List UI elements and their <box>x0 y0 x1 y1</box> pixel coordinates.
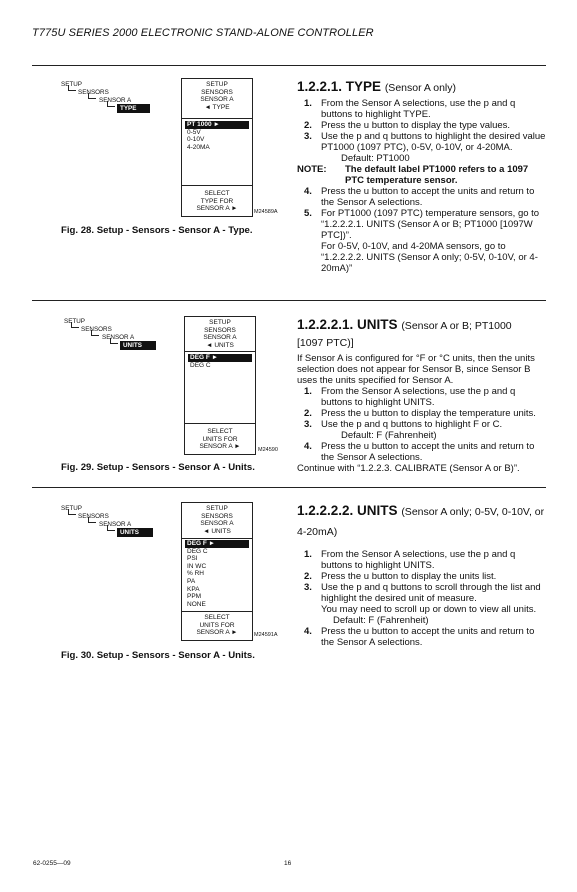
section-heading: 1.2.2.2.1. UNITS (Sensor A or B; PT1000 [1097 PTC)] <box>297 317 512 349</box>
section-heading: 1.2.2.2.2. UNITS (Sensor A only; 0-5V, 0-10V, or 4-20mA) <box>297 503 545 538</box>
step-item: 1. From the Sensor A selections, use the p and q buttons to highlight UNITS. <box>304 386 516 408</box>
section-heading: 1.2.2.1. TYPE (Sensor A only) <box>297 79 457 94</box>
default-value: Default: PT1000 <box>341 153 410 164</box>
section-intro: If Sensor A is configured for °F or °C units, then the units selection does not appear for Sensor B, since Sensor B uses the units specified for Sensor A. <box>297 353 535 386</box>
lcd-menu-header: SETUP SENSORS SENSOR A ◄ UNITS <box>203 319 237 349</box>
section-divider <box>32 300 546 301</box>
lcd-option: PPM <box>187 593 202 601</box>
step-item: 2. Press the u button to display the temperature units. <box>304 408 536 419</box>
lcd-option: NONE <box>187 600 206 608</box>
step-item: 2. Press the u button to display the units list. <box>304 571 497 582</box>
section-divider <box>32 487 546 488</box>
step-item: 1. From the Sensor A selections, use the p and q buttons to highlight TYPE. <box>304 98 516 120</box>
page-number: 16 <box>284 860 292 867</box>
figure-caption: Fig. 29. Setup - Sensors - Sensor A - Units. <box>61 462 255 473</box>
figure-code: M24590 <box>258 447 278 453</box>
lcd-option: KPA <box>187 585 200 593</box>
lcd-option: PSI <box>187 555 198 563</box>
lcd-option-selected: DEG F ► <box>188 354 252 362</box>
step-item: 3. Use the p and q buttons to highlight the desired value PT1000 (1097 PTC), 0-5V, 0-10V, or 4-20MA. <box>304 131 546 153</box>
continue-text: Continue with “1.2.2.3. CALIBRATE (Sensor A or B)”. <box>297 463 520 474</box>
figure-code: M24591A <box>254 632 278 638</box>
lcd-option: IN WC <box>187 562 207 570</box>
default-value: Default: F (Fahrenheit) <box>333 615 429 626</box>
lcd-option: 0-5V <box>187 128 201 136</box>
scroll-note: You may need to scroll up or down to view all units. <box>321 604 537 615</box>
step-list <box>297 626 549 648</box>
lcd-option: DEG C <box>187 547 208 555</box>
header-rule <box>32 65 546 66</box>
lcd-option: % RH <box>187 570 204 578</box>
lcd-footer: SELECT TYPE FOR SENSOR A ► <box>182 185 252 216</box>
step-item: 3. Use the p and q buttons to highlight F or C. <box>304 419 503 430</box>
lcd-option: 4-20MA <box>187 143 210 151</box>
default-value: Default: F (Fahrenheit) <box>341 430 437 441</box>
lcd-option: 0-10V <box>187 136 205 144</box>
lcd-footer: SELECT UNITS FOR SENSOR A ► <box>185 423 255 454</box>
lcd-screen <box>181 78 253 217</box>
lcd-option-selected: PT 1000 ► <box>185 121 249 129</box>
lcd-footer: SELECT UNITS FOR SENSOR A ► <box>182 611 252 640</box>
lcd-option-selected: DEG F ► <box>185 540 249 548</box>
step-list <box>297 441 549 463</box>
section-type <box>297 78 549 274</box>
step-item: 1. From the Sensor A selections, use the p and q buttons to highlight UNITS. <box>304 549 516 571</box>
section-units-analog <box>297 502 549 648</box>
lcd-option-list <box>185 351 255 369</box>
step-item: 2. Press the u button to display the type values. <box>304 120 511 131</box>
lcd-screen <box>184 316 256 455</box>
step-list <box>297 186 549 241</box>
step-list <box>297 386 549 430</box>
lcd-option: PA <box>187 577 196 585</box>
lcd-menu-header: SETUP SENSORS SENSOR A ◄ TYPE <box>200 81 234 111</box>
figure-caption: Fig. 28. Setup - Sensors - Sensor A - Type. <box>61 225 253 236</box>
step-item: 4. Press the u button to accept the units and return to the Sensor A selections. <box>304 626 535 648</box>
section-units-pt1000 <box>297 316 549 474</box>
step-extra: For 0-5V, 0-10V, and 4-20MA sensors, go to “1.2.2.2.2. UNITS (Sensor A only; 0-5V, 0-10V, or 4-20mA)” <box>321 241 538 274</box>
step-list <box>297 549 549 604</box>
figure-code: M24589A <box>254 209 278 215</box>
step-item: 4. Press the u button to accept the units and return to the Sensor A selections. <box>304 441 535 463</box>
doc-number: 62-0255—09 <box>33 860 71 867</box>
figure-caption: Fig. 30. Setup - Sensors - Sensor A - Units. <box>61 650 255 661</box>
lcd-option-list <box>182 118 252 151</box>
step-item: 3. Use the p and q buttons to scroll through the list and highlight the desired unit of measure. <box>304 582 541 604</box>
note: NOTE: The default label PT1000 refers to a 1097 PTC temperature sensor. <box>297 164 529 186</box>
lcd-option: DEG C <box>190 361 211 369</box>
step-list <box>297 98 549 153</box>
lcd-menu-header: SETUP SENSORS SENSOR A ◄ UNITS <box>200 505 234 535</box>
step-item: 4. Press the u button to accept the units and return to the Sensor A selections. <box>304 186 535 208</box>
step-item: 5. For PT1000 (1097 PTC) temperature sensors, go to “1.2.2.2.1. UNITS (Sensor A or B; PT1000 [1097W PTC])”. <box>304 208 540 241</box>
lcd-screen <box>181 502 253 641</box>
lcd-option-list <box>182 538 252 608</box>
page-header: T775U SERIES 2000 ELECTRONIC STAND-ALONE CONTROLLER <box>32 27 374 39</box>
